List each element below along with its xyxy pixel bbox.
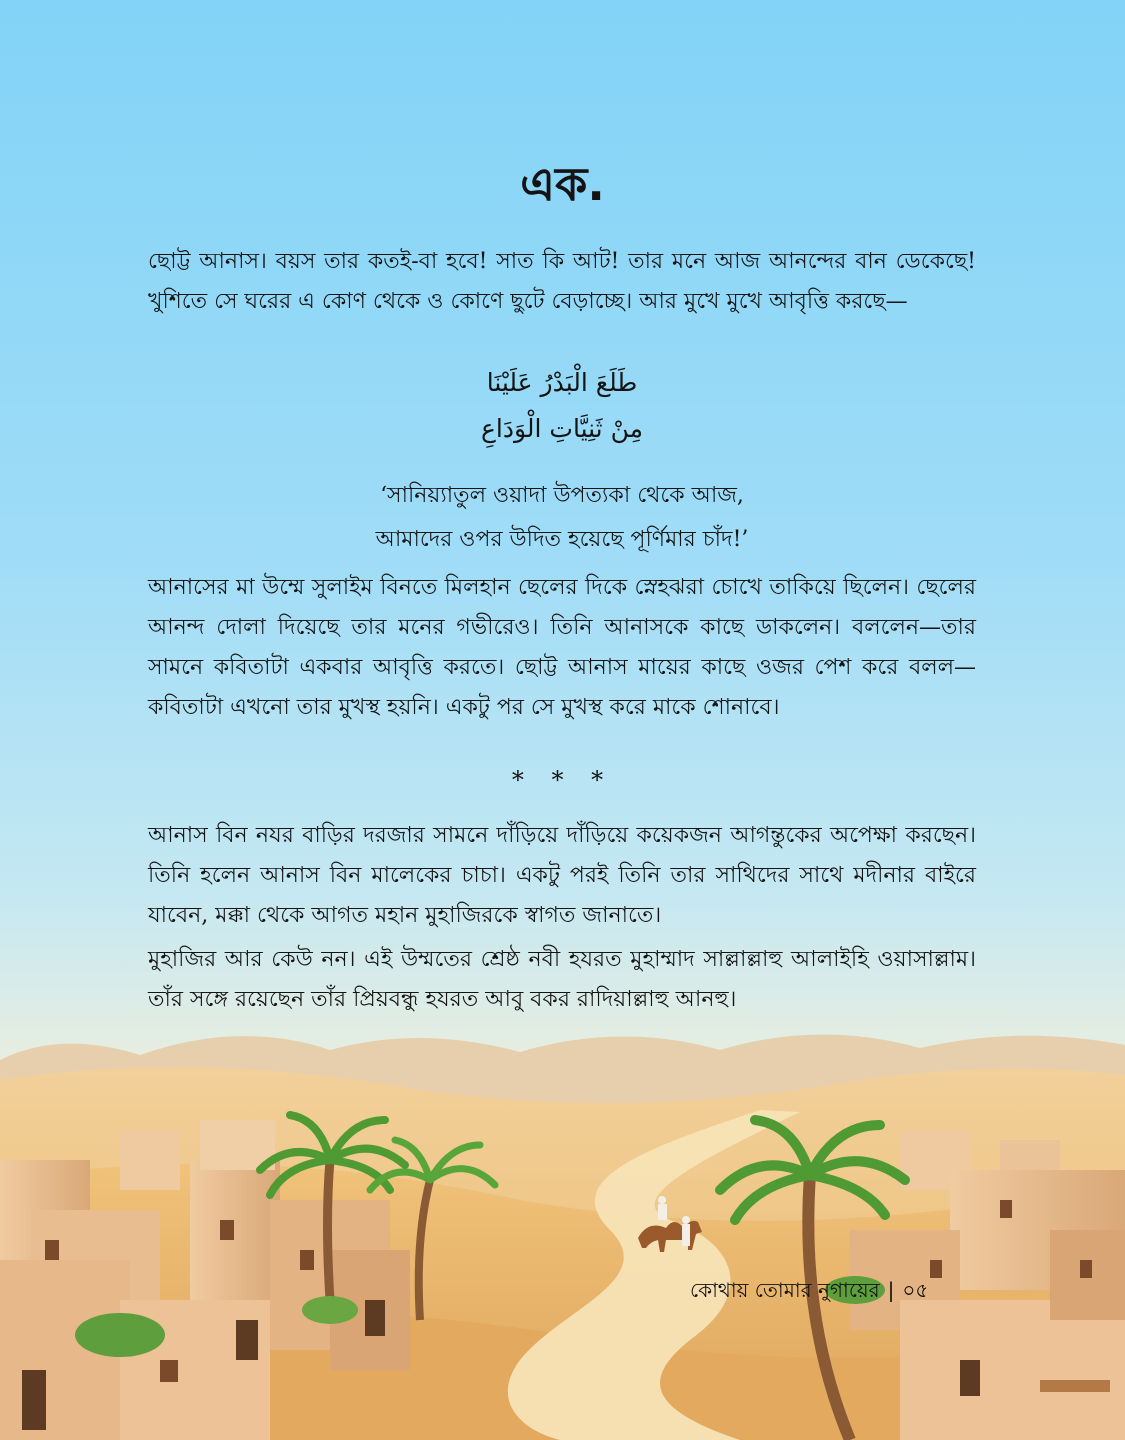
page-footer [690,1276,928,1309]
paragraph-2: আনাসের মা উম্মে সুলাইম বিনতে মিলহান ছেলের দিকে স্নেহঝরা চোখে তাকিয়ে ছিলেন। ছেলের আনন্দ দোলা দিয়েছে তার মনের গভীরেও। তিনি আনাসকে কাছে ডাকলেন। বললেন—তার সামনে কবিতাটা একবার আবৃত্তি করতে। ছোট্ট আনাস মায়ের কাছে ওজর পেশ করে বলল— কবিতাটা এখনো তার মুখস্থ হয়নি। একটু পর সে মুখস্থ করে মাকে শোনাবে। [148,575,976,720]
section-separator: * * * [511,766,614,794]
verse-translation-line-1: ‘সানিয়্যাতুল ওয়াদা উপত্যকা থেকে আজ, [380,483,744,508]
book-title: কোথায় তোমার নুগায়ের [690,1278,880,1302]
page-number: ০৫ [902,1278,929,1302]
paragraph-4: মুহাজির আর কেউ নন। এই উম্মতের শ্রেষ্ঠ নবী হযরত মুহাম্মাদ সাল্লাল্লাহু আলাইহি ওয়াসাল্লাম। তাঁর সঙ্গে রয়েছেন তাঁর প্রিয়বন্ধু হযরত আবু বকর রাদিয়াল্লাহু আনহু। [148,947,976,1012]
arabic-verse-line-2: مِنْ ثَنِيَّاتِ الْوَدَاعِ [481,414,643,443]
paragraph-3: আনাস বিন নযর বাড়ির দরজার সামনে দাঁড়িয়ে দাঁড়িয়ে কয়েকজন আগন্তুকের অপেক্ষা করছেন। তিনি হলেন আনাস বিন মালেকের চাচা। একটু পরই তিনি তার সাথিদের সাথে মদীনার বাইরে যাবেন, মক্কা থেকে আগত মহান মুহাজিরকে স্বাগত জানাতে। [148,823,976,928]
verse-translation-line-2: আমাদের ওপর উদিত হয়েছে পূর্ণিমার চাঁদ!’ [375,527,749,552]
footer-divider: | [887,1278,895,1302]
chapter-title: এক. [520,157,605,211]
paragraph-1: ছোট্ট আনাস। বয়স তার কতই-বা হবে! সাত কি আট! তার মনে আজ আনন্দের বান ডেকেছে! খুশিতে সে ঘরের এ কোণ থেকে ও কোণে ছুটে বেড়াচ্ছে। আর মুখে মুখে আবৃত্তি করছে— [148,249,976,314]
arabic-verse-line-1: طَلَعَ الْبَدْرُ عَلَيْنَا [486,368,638,397]
verse-translation [148,474,976,562]
arabic-verse [148,360,976,452]
